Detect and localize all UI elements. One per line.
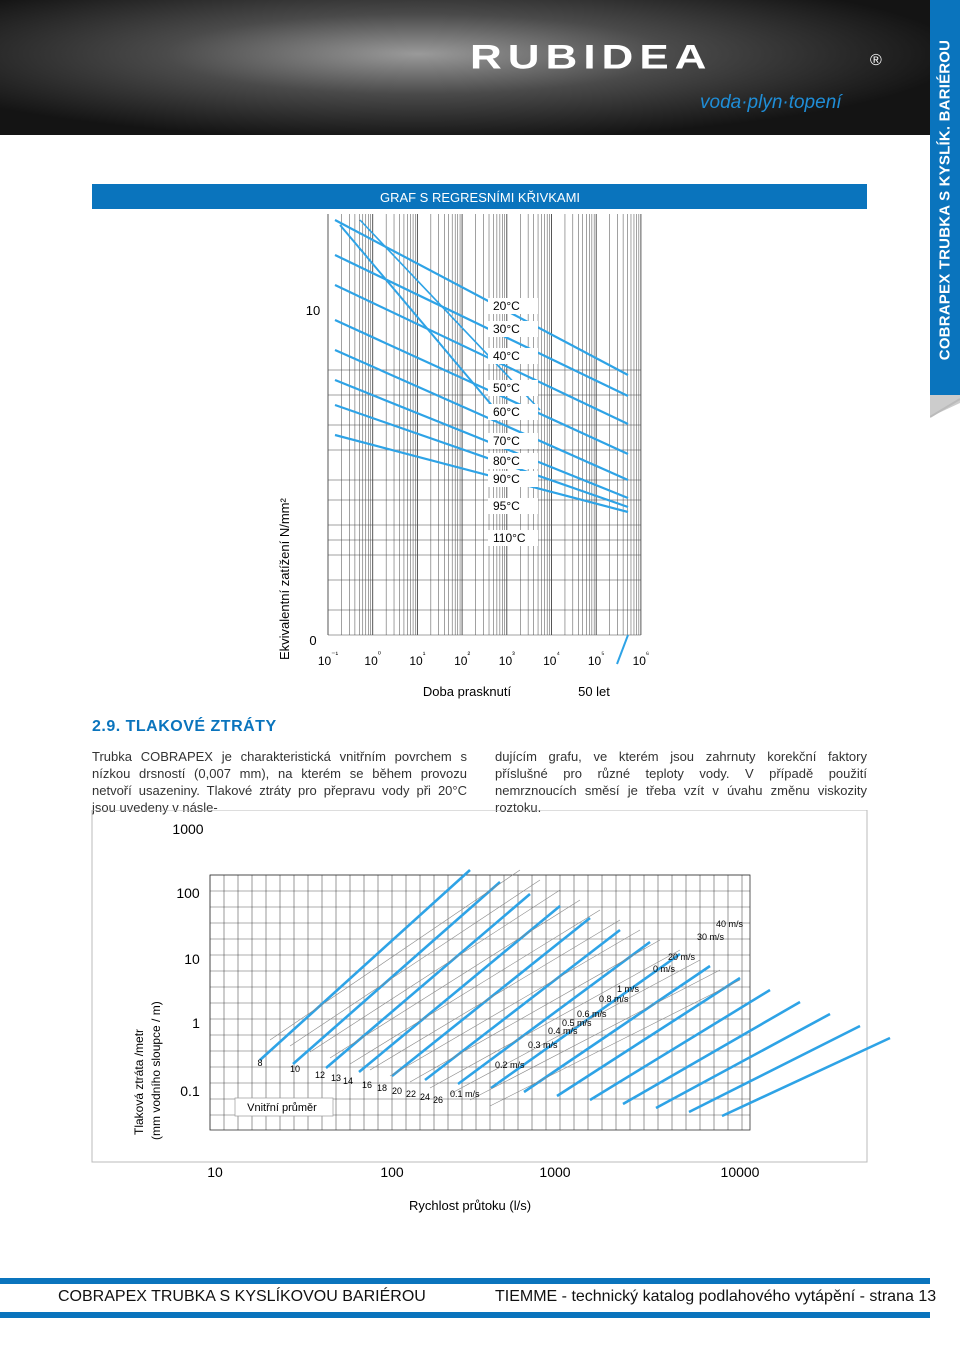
temperature-label: 30°C xyxy=(493,322,520,336)
section-paragraph-right: dujícím grafu, ve kterém jsou zahrnuty korekční faktory příslušné pro různé teploty vody. V případě použití nemrznoucích směsí je třeba vzít v úvahu změnu viskozity roztoku. xyxy=(495,749,867,815)
chart2-y-tick: 1 xyxy=(192,1015,200,1031)
chart1-x-ticks xyxy=(318,650,649,668)
chart1-x-tick: $10^{^1}$ xyxy=(409,650,426,668)
regression-curve xyxy=(335,405,628,507)
velocity-value: 40 m/s xyxy=(716,919,744,929)
sidebar-stripes xyxy=(930,395,960,420)
velocity-value: 0.6 m/s xyxy=(577,1009,607,1019)
diameter-value: 20 xyxy=(391,1086,403,1096)
section-title: 2.9. TLAKOVÉ ZTRÁTY xyxy=(92,718,277,735)
chart2-y-tick: 0.1 xyxy=(180,1083,200,1099)
chart2-ylabel-line2: (mm vodního sloupce / m) xyxy=(149,1001,163,1140)
velocity-value: 0.3 m/s xyxy=(528,1040,558,1050)
temperature-label: 90°C xyxy=(493,472,520,486)
regression-curve xyxy=(335,285,628,424)
temperature-label: 60°C xyxy=(493,405,520,419)
chart1-grid xyxy=(328,214,641,635)
section-paragraph-left: Trubka COBRAPEX je charakteristická vnitřním povrchem s nízkou drsností (0,007 mm), na kterém se během provozu netvoří usazeniny. Tlakové ztráty pro přepravu vody při 20°C jsou uvedeny v násle- xyxy=(92,749,467,815)
temperature-label: 80°C xyxy=(493,454,520,468)
chart1-x-tick: $10^{^3}$ xyxy=(498,650,515,668)
temperature-label: 70°C xyxy=(493,434,520,448)
chart2-ylabel-line1: Tlaková ztráta /metr xyxy=(132,1028,146,1135)
temperature-label: 95°C xyxy=(493,499,520,513)
diameter-value: 13 xyxy=(330,1073,342,1083)
temperature-label: 40°C xyxy=(493,349,520,363)
chart1-title: GRAF S REGRESNÍMI KŘIVKAMI xyxy=(379,190,581,205)
diameter-value: 24 xyxy=(419,1092,431,1102)
sidebar-label: COBRAPEX TRUBKA S KYSLÍK. BARIÉROU xyxy=(936,39,954,361)
velocity-value: 0.5 m/s xyxy=(562,1018,592,1028)
diameter-value: 14 xyxy=(342,1076,354,1086)
diameter-value: 10 xyxy=(289,1064,301,1074)
regression-curve xyxy=(335,220,628,375)
velocity-value: 20 m/s xyxy=(668,952,696,962)
diameter-value: 22 xyxy=(405,1089,417,1099)
chart2-y-tick: 100 xyxy=(176,885,200,901)
chart1-x-tick: $10^{^0}$ xyxy=(364,650,381,668)
velocity-value: 0 m/s xyxy=(653,964,676,974)
diameter-value: 16 xyxy=(361,1080,373,1090)
velocity-value: 30 m/s xyxy=(697,932,725,942)
diameter-value: 18 xyxy=(376,1083,388,1093)
chart2-diameter-label: Vnitřní průměr xyxy=(247,1102,317,1114)
header-banner xyxy=(0,0,930,135)
temperature-label: 50°C xyxy=(493,381,520,395)
pressure-loss-chart xyxy=(0,810,930,1220)
chart2-xlabel: Rychlost průtoku (l/s) xyxy=(408,1198,532,1213)
chart2-x-tick: 10 xyxy=(207,1164,223,1180)
chart1-ylabel: Ekvivalentní zatížení N/mm² xyxy=(277,498,292,660)
chart2-y-tick: 10 xyxy=(184,951,200,967)
regression-curve-steep xyxy=(340,225,500,415)
chart1-y-top: 10 xyxy=(305,303,321,318)
registered-mark: ® xyxy=(870,52,882,69)
diameter-value: 8 xyxy=(257,1058,263,1068)
chart1-curves xyxy=(335,220,628,664)
chart1-annotation-50-years: 50 let xyxy=(578,684,610,699)
fifty-year-marker xyxy=(617,635,628,664)
chart1-x-tick: $10^{^6}$ xyxy=(632,650,650,668)
regression-curve xyxy=(335,380,628,498)
regression-curve xyxy=(335,255,628,396)
velocity-value: 0.1 m/s xyxy=(450,1089,480,1099)
chart1-y-bottom: 0 xyxy=(309,633,317,648)
chart1-x-tick: $10^{^{-1}}$ xyxy=(317,650,339,668)
velocity-value: 0.2 m/s xyxy=(495,1060,525,1070)
velocity-value: 0.8 m/s xyxy=(599,994,629,1004)
regression-chart xyxy=(0,180,930,710)
footer-right-text: TIEMME - technický katalog podlahového vytápění - strana 13 xyxy=(495,1288,937,1305)
regression-curve xyxy=(335,320,628,454)
chart2-x-tick: 100 xyxy=(380,1164,404,1180)
sidebar-tab xyxy=(930,0,960,395)
footer-left-text: COBRAPEX TRUBKA S KYSLÍKOVOU BARIÉROU xyxy=(58,1288,426,1305)
regression-curve xyxy=(335,350,628,480)
brand-logo: RUBIDEA xyxy=(470,38,713,77)
diameter-value: 26 xyxy=(432,1095,444,1105)
chart2-y-tick: 1000 xyxy=(172,821,204,837)
chart1-xlabel: Doba prasknutí xyxy=(422,684,512,699)
chart1-x-tick: $10^{^4}$ xyxy=(543,650,560,668)
chart1-x-tick: $10^{^5}$ xyxy=(587,650,605,668)
temperature-label: 110°C xyxy=(493,531,526,545)
chart1-x-tick: $10^{^2}$ xyxy=(454,650,471,668)
velocity-value: 0.4 m/s xyxy=(548,1026,578,1036)
chart2-y-ticks xyxy=(172,821,203,1099)
chart2-x-tick: 10000 xyxy=(720,1164,760,1180)
diameter-value: 12 xyxy=(314,1070,326,1080)
velocity-value: 1 m/s xyxy=(617,984,640,994)
brand-tagline: voda·plyn·topení xyxy=(700,92,842,113)
temperature-label: 20°C xyxy=(493,299,520,313)
chart2-x-tick: 1000 xyxy=(539,1164,571,1180)
regression-curve xyxy=(335,435,628,512)
chart2-plot-area xyxy=(210,875,750,1130)
chart2-x-ticks xyxy=(207,1164,759,1180)
